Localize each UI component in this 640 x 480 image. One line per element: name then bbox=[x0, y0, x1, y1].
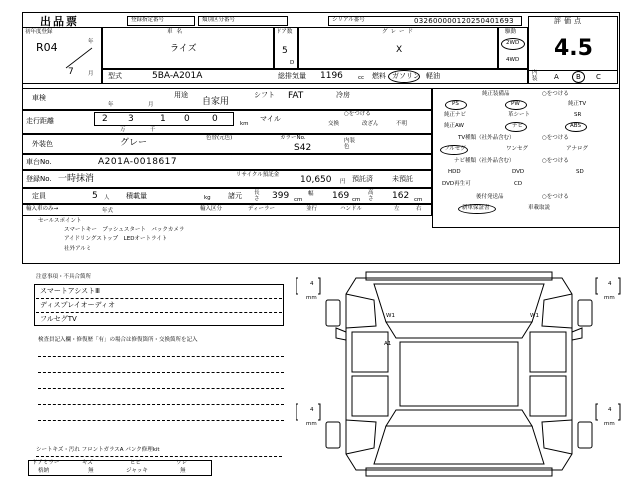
navi-note: ○をつける bbox=[542, 158, 569, 164]
grade-value: X bbox=[396, 45, 403, 55]
equip-aw: 純正AW bbox=[444, 123, 464, 129]
interior-grade-b: B bbox=[576, 73, 581, 81]
sales-point-2: アイドリングストップ LEDオートライト bbox=[64, 236, 168, 242]
legend-value-break: 無 bbox=[180, 468, 186, 474]
tv-note: ○をつける bbox=[542, 135, 569, 141]
mile-label: マイル bbox=[260, 115, 281, 123]
damage-w1-left: W1 bbox=[386, 313, 395, 319]
serial-label: シリアル番号 bbox=[332, 17, 365, 23]
doors-label: ドア数 bbox=[276, 29, 293, 35]
displacement-label: 総排気量 bbox=[278, 72, 306, 80]
equip-abs: ABS bbox=[570, 123, 581, 129]
serial-value: 032600000120250401693 bbox=[414, 17, 514, 25]
height-value: 162 bbox=[392, 191, 410, 201]
legend-header-scratch: キズ bbox=[82, 460, 93, 466]
legend-header-mirror: ドアミラー bbox=[32, 460, 60, 466]
displacement-value: 1196 bbox=[320, 71, 343, 81]
model-label: 型式 bbox=[108, 72, 122, 80]
length-label: 長さ bbox=[254, 190, 260, 202]
navi-title: ナビ種類（社外品含む） bbox=[454, 158, 515, 164]
damage-a1: A1 bbox=[384, 341, 392, 347]
doc-note: ○をつける bbox=[542, 194, 569, 200]
equip-sr: SR bbox=[574, 112, 582, 118]
car-name: ライズ bbox=[170, 44, 197, 54]
first-reg-era: R04 bbox=[36, 41, 58, 54]
handle-label: ハンドル bbox=[340, 206, 363, 212]
handle-right: 右 bbox=[416, 206, 422, 212]
inspection-month-unit: 月 bbox=[148, 102, 154, 108]
displacement-unit: cc bbox=[358, 75, 365, 81]
registration-value: 一時抹消 bbox=[58, 174, 95, 184]
exterior-color-value: グレー bbox=[120, 138, 148, 148]
equip-tv: 純正TV bbox=[568, 101, 587, 107]
navi-sd: SD bbox=[576, 169, 584, 175]
seats-label: 定員 bbox=[32, 192, 46, 200]
inspector-line-5 bbox=[38, 420, 284, 421]
car-name-label: 車名 bbox=[167, 29, 187, 35]
legend-value-mirror: 格納 bbox=[38, 468, 50, 474]
doc-manual: 車載取説 bbox=[528, 205, 551, 211]
inspection-label: 車検 bbox=[32, 94, 46, 102]
width-unit: cm bbox=[352, 197, 361, 203]
chassis-label: 車台No. bbox=[26, 158, 52, 166]
navi-dvd-play: DVD再生可 bbox=[442, 181, 471, 187]
legend-header-crack: ヒビ bbox=[130, 460, 142, 466]
drive-label: 駆動 bbox=[505, 29, 517, 35]
equipment-note: ○をつける bbox=[542, 91, 569, 97]
first-reg-year-unit: 年 bbox=[88, 39, 94, 45]
color-no-label: カラーNo. bbox=[280, 135, 306, 141]
use-label: 用途 bbox=[174, 91, 188, 99]
sales-points-label: セールスポイント bbox=[38, 218, 82, 224]
mileage-digit-4: 0 bbox=[184, 114, 190, 124]
sales-point-1: スマートキー プッシュスタート バックカメラ bbox=[64, 227, 185, 233]
first-reg-month: 7 bbox=[68, 67, 74, 77]
equip-navi2: ナビ bbox=[512, 123, 524, 129]
notes-line-2 bbox=[36, 312, 282, 313]
import-row bbox=[22, 204, 432, 216]
mileage-digit-3: 1 bbox=[160, 114, 166, 124]
chassis-row bbox=[22, 154, 432, 170]
inspector-line-1 bbox=[38, 356, 284, 357]
tv-analog: アナログ bbox=[566, 146, 589, 152]
diesel-label: 軽油 bbox=[426, 72, 440, 80]
first-reg-month-unit: 月 bbox=[88, 71, 94, 77]
navi-dvd: DVD bbox=[512, 169, 525, 175]
unknown-label: 不明 bbox=[396, 121, 408, 127]
load-unit: kg bbox=[204, 195, 211, 201]
inspector-line-2 bbox=[38, 372, 284, 373]
handle-left: 左 bbox=[394, 206, 400, 212]
interior-grade-a: A bbox=[554, 73, 559, 81]
inspector-line-3 bbox=[38, 388, 284, 389]
fuel-label: 燃料 bbox=[372, 72, 386, 80]
note-item-2: ディスプレイオーディオ bbox=[40, 301, 116, 309]
seats-unit: 人 bbox=[104, 195, 110, 201]
notes-footer-text: シートキズ・汚れ フロントガラスA パンク修理kit bbox=[36, 447, 160, 453]
tire-front-left: 4 bbox=[310, 281, 314, 287]
type-no-label: 類別区分番号 bbox=[202, 17, 236, 23]
interior-grade-c: C bbox=[596, 73, 601, 81]
doors-unit: D bbox=[290, 60, 295, 66]
use-value: 自家用 bbox=[202, 97, 230, 107]
note-item-3: フルセグTV bbox=[40, 315, 77, 323]
doors-value: 5 bbox=[282, 46, 288, 56]
shift-label: シフト bbox=[254, 91, 275, 99]
import-dealer: ディーラー bbox=[248, 206, 276, 212]
legend-value-crack: ジャッキ bbox=[126, 468, 148, 474]
height-label: 高さ bbox=[368, 190, 374, 202]
mileage-digit-5: 0 bbox=[212, 114, 218, 124]
sales-point-3: 社外アルミ bbox=[64, 246, 92, 252]
mileage-unit: km bbox=[240, 121, 249, 127]
recycle-value: 10,650 bbox=[300, 175, 332, 185]
equipment-title: 純正装備品 bbox=[482, 91, 510, 97]
tire-front-right-unit: mm bbox=[604, 295, 615, 301]
tire-front-right: 4 bbox=[608, 281, 612, 287]
fuel-value: ガソリン bbox=[392, 72, 420, 80]
doc-title: 後付発送品 bbox=[476, 194, 504, 200]
notes-title: 注意事項・不具合箇所 bbox=[36, 274, 92, 280]
legend-header-break: ワレ bbox=[176, 460, 188, 466]
length-value: 399 bbox=[272, 191, 290, 201]
height-unit: cm bbox=[414, 197, 423, 203]
tire-rear-left: 4 bbox=[310, 407, 314, 413]
score-value: 4.5 bbox=[554, 36, 593, 61]
modified-label: 改ざん bbox=[362, 121, 379, 127]
equip-ps: PS bbox=[452, 101, 459, 107]
tire-front-left-unit: mm bbox=[306, 295, 317, 301]
equip-navi: 純正ナビ bbox=[444, 112, 467, 118]
deposited-label: 預託済 bbox=[352, 175, 373, 183]
inspection-year-unit: 年 bbox=[108, 102, 114, 108]
inspector-line-4 bbox=[38, 404, 284, 405]
tire-rear-left-unit: mm bbox=[306, 421, 317, 427]
auction-sheet bbox=[22, 12, 620, 264]
mileage-digit-1: 2 bbox=[102, 114, 108, 124]
registration-label: 登録No. bbox=[26, 175, 52, 183]
notes-line-1 bbox=[36, 298, 282, 299]
interior-label: 内装 bbox=[532, 70, 538, 82]
car-damage-diagram bbox=[296, 270, 622, 478]
seats-value: 5 bbox=[92, 191, 98, 201]
shift-value: FAT bbox=[288, 91, 304, 101]
grade-label: グレード bbox=[382, 29, 417, 35]
note-item-1: スマートアシストⅢ bbox=[40, 287, 100, 295]
navi-hdd: HDD bbox=[448, 169, 461, 175]
notes-footer-line bbox=[36, 456, 282, 457]
mileage-circle-note: ○をつける bbox=[344, 111, 371, 117]
mileage-sen: 千 bbox=[150, 127, 156, 133]
tv-oneseg: ワンセグ bbox=[506, 146, 529, 152]
sheet-title: 出品票 bbox=[40, 15, 79, 28]
inspector-label: 検査員記入欄・修復歴「有」の場合は修復箇所・交換箇所を記入 bbox=[38, 337, 198, 343]
width-value: 169 bbox=[332, 191, 350, 201]
navi-cd: CD bbox=[514, 181, 523, 187]
equip-leather: 革シート bbox=[508, 112, 531, 118]
import-type-label: 輸入区分 bbox=[200, 206, 223, 212]
import-year-label: 年式 bbox=[102, 208, 114, 214]
exterior-color-label: 外装色 bbox=[32, 140, 53, 148]
drive-2wd: 2WD bbox=[506, 40, 520, 46]
import-parallel: 並行 bbox=[306, 206, 318, 212]
not-deposited-label: 未預託 bbox=[392, 175, 413, 183]
model-value: 5BA-A201A bbox=[152, 71, 203, 81]
color-no-value: S42 bbox=[294, 143, 312, 153]
dims-label: 諸元 bbox=[228, 192, 242, 200]
tv-title: TV種類（社外品含む） bbox=[458, 135, 515, 141]
width-label: 幅 bbox=[308, 191, 314, 197]
color-change-label: 色替(元色) bbox=[206, 135, 233, 141]
equip-pw: PW bbox=[511, 101, 520, 107]
score-label: 評価点 bbox=[554, 17, 584, 25]
load-label: 積載量 bbox=[126, 192, 147, 200]
first-reg-label: 初年度登録 bbox=[25, 29, 53, 35]
mileage-man: 万 bbox=[120, 127, 126, 133]
replace-label: 交換 bbox=[328, 121, 340, 127]
ac-label: 冷房 bbox=[336, 91, 350, 99]
recycle-label: リサイクル預託金 bbox=[236, 172, 280, 178]
drive-4wd: 4WD bbox=[506, 57, 520, 63]
length-unit: cm bbox=[294, 197, 303, 203]
reg-no-label: 登録指定番号 bbox=[131, 17, 165, 23]
damage-w1-right: W1 bbox=[530, 313, 539, 319]
doc-warranty: 新車保証書 bbox=[462, 205, 490, 211]
import-only-label: 輸入車のみ→ bbox=[26, 206, 59, 212]
mileage-digit-2: 3 bbox=[128, 114, 134, 124]
chassis-value: A201A-0018617 bbox=[98, 157, 178, 167]
tire-rear-right-unit: mm bbox=[604, 421, 615, 427]
recycle-unit: 円 bbox=[340, 179, 346, 185]
legend-value-scratch: 無 bbox=[88, 468, 94, 474]
tire-rear-right: 4 bbox=[608, 407, 612, 413]
tv-fullseg: フルセグ bbox=[444, 146, 466, 152]
mileage-label: 走行距離 bbox=[26, 117, 54, 125]
interior-color-label: 内装色 bbox=[344, 138, 356, 150]
